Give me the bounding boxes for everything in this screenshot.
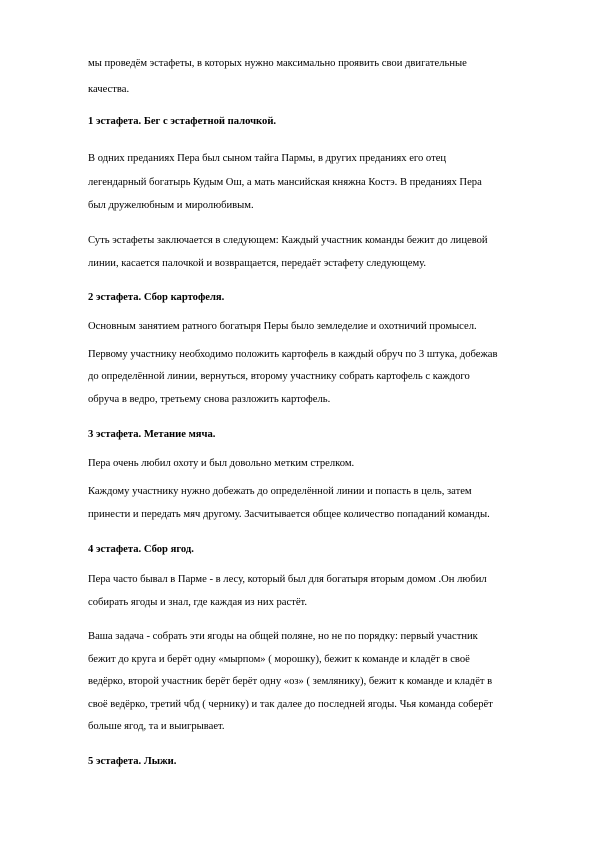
relay1-legend-line-3: был дружелюбным и миролюбивым. [88,200,254,211]
relay5-heading: 5 эстафета. Лыжи. [88,756,177,767]
relay2-rules-line-3: обруча в ведро, третьему снова разложить картофель. [88,394,331,405]
relay1-legend-line-1: В одних преданиях Пера был сыном тайга Пармы, в других преданиях его отец [88,153,447,164]
relay3-heading: 3 эстафета. Метание мяча. [88,429,216,440]
relay2-legend-line-1: Основным занятием ратного богатыря Перы было земледелие и охотничий промысел. [88,321,477,332]
relay4-rules-line-2: бежит до круга и берёт одну «мырпом» ( морошку), бежит к команде и кладёт в своё [88,654,470,665]
relay3-rules-line-1: Каждому участнику нужно добежать до определённой линии и попасть в цель, затем [88,486,472,497]
relay1-rules-line-2: линии, касается палочкой и возвращается, передаёт эстафету следующему. [88,258,427,269]
relay4-heading: 4 эстафета. Сбор ягод. [88,544,194,555]
relay4-rules-line-1: Ваша задача - собрать эти ягоды на общей поляне, но не по порядку: первый участник [88,631,478,642]
relay1-legend-line-2: легендарный богатырь Кудым Ош, а мать мансийская княжна Костэ. В преданиях Пера [88,177,482,188]
relay2-rules-line-1: Первому участнику необходимо положить картофель в каждый обруч по 3 штука, добежав [88,349,498,360]
relay4-legend-line-2: собирать ягоды и знал, где каждая из них растёт. [88,597,308,608]
relay2-heading: 2 эстафета. Сбор картофеля. [88,292,225,303]
relay4-rules-line-3: ведёрко, второй участник берёт берёт одну «оз» ( землянику), бежит к команде и кладёт в [88,676,493,687]
relay1-rules-line-1: Суть эстафеты заключается в следующем: Каждый участник команды бежит до лицевой [88,235,488,246]
relay3-legend-line-1: Пера очень любил охоту и был довольно метким стрелком. [88,458,355,469]
relay2-rules-line-2: до определённой линии, вернуться, второму участнику собрать картофель с каждого [88,371,470,382]
intro-line-2: качества. [88,84,130,95]
relay4-legend-line-1: Пера часто бывал в Парме - в лесу, который был для богатыря вторым домом .Он любил [88,574,487,585]
relay4-rules-line-4: своё ведёрко, третий чбд ( чернику) и так далее до последней ягоды. Чья команда соберёт [88,699,493,710]
relay3-rules-line-2: принести и передать мяч другому. Засчитывается общее количество попаданий команды. [88,509,490,520]
relay4-rules-line-5: больше ягод, та и выигрывает. [88,721,225,732]
intro-line-1: мы проведём эстафеты, в которых нужно максимально проявить свои двигательные [88,58,467,69]
relay1-heading: 1 эстафета. Бег с эстафетной палочкой. [88,116,277,127]
